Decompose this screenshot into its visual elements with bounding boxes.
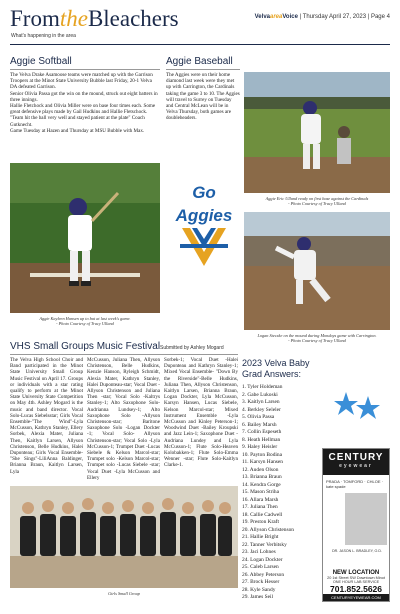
- softball-paragraph: Hallie Fletchock and Olivia Miller were on base four times each. Some great defensive plays made by Gail Hudkins and Hallie Fletschock. "Team hit the ball very well and stayed patient at the plate" Coach Gutknecht.: [10, 103, 156, 128]
- grads-heading: [242, 358, 310, 380]
- list-item: 14. Kendra Gorge: [242, 481, 281, 488]
- caption-credit: - Photo Courtesy of Tracy Ulland: [288, 201, 346, 207]
- ad-brand-list: PRADA · TOMFORD · CHLOE · kate spade: [326, 479, 383, 489]
- list-item: 1. Tyler Holdeman: [242, 384, 283, 390]
- list-item: 7. Collin Espeseth: [242, 429, 282, 435]
- ad-address: 20 1st Street SW Downtown Minot: [327, 576, 385, 580]
- section-tagline: What's happening in the area: [11, 33, 76, 39]
- baseball-heading-rule: [166, 69, 240, 70]
- logo-aggies-text: Aggies: [175, 206, 233, 225]
- softball-paragraph: The Velva Drake Asamoose teams were matched up with the Garrison Troopers at the Minot State University Bubble last Friday, 20-1 Velva DA defeated Garrison.: [10, 72, 153, 91]
- newspaper-section-title: FromtheBleachers: [10, 6, 179, 31]
- list-item: 28. Kyle Sandy: [242, 586, 276, 593]
- pitcher-photo: [244, 212, 390, 330]
- list-item: 10. Payton Bodina: [242, 451, 282, 458]
- ad-footer: [323, 570, 389, 601]
- ad-website-link[interactable]: CENTURYEYEWEAR.COM: [323, 594, 389, 601]
- softball-batter-photo: [10, 163, 160, 313]
- girls-group-photo-caption: Girls Small Group: [108, 591, 140, 596]
- ad-brand-banner: [323, 449, 389, 475]
- masthead-rule: [10, 44, 390, 45]
- baseball-heading: Aggie Baseball: [166, 56, 233, 67]
- music-festival-byline: Submitted by Ashley Mogard: [160, 345, 224, 351]
- ad-phone[interactable]: 701.852.5626: [330, 584, 382, 594]
- ad-lab-service: ONE HOUR LAB SERVICE: [332, 580, 380, 584]
- music-column-2: McCusson, Juliana Then, Allyson Christenson, Belle Hudkins, Kenzie Hanson, Ryleigh Schmidt, Alexia Mater, Kathryn Stanley, Halei Duponteau-star; Vocal Duet -Allyson Christenson and Juliana Then -star; Vocal Solo -Kaltrys Stanley-1; Alto Saxophone Solo-Audrianna Lundsey-1; Alto Saxophone Solo -Allyson Christenson-star; Baritone Saxophone Solo -Logan Dockter -1; Vocal Solo- Allyson Christenson-star; Vocal Solo -Lyla McCusson-1; Trumpet Duet -Lucas Siebele & Kelson Marcol-star; Trumpet solo -Kelson Marcol-star; Trumpet solo -Lucas Siebele -star; Vocal Duet -Lyla McCusson and Ellery: [87, 357, 160, 481]
- ad-brand-sub: eyewear: [339, 463, 373, 469]
- caption-line: Aggie Kayleen Hansen up to bat at last week's game.: [39, 316, 131, 321]
- list-item: 26. Abbey Peterson: [242, 571, 285, 578]
- list-item: 20. Allyson Christenson: [242, 526, 294, 533]
- century-eyewear-ad[interactable]: [322, 448, 390, 602]
- list-item: 4. Berkley Seleler: [242, 406, 281, 413]
- softball-paragraph: Senior Olivia Passa got the win on the mound, struck out eight batters in three innings.: [10, 90, 158, 103]
- list-item: 11. Karsyn Hansen: [242, 459, 283, 465]
- list-item: 25. Caleb Larsen: [242, 564, 279, 570]
- list-item: 27. Brock Hesser: [242, 579, 280, 585]
- softball-article: [10, 72, 160, 134]
- list-item: 23. Jaci Lohnes: [242, 549, 276, 555]
- list-item: 13. Brianna Braun: [242, 474, 282, 480]
- baseball-article: The Aggies were on their home diamond last week were they met up with Carrington, the Cardinals taking the game 3 to 10. The Aggies will travel to Surrey on Tuesday and Central McLean will be in Velva Thursday, both games are doubleheaders.: [166, 72, 240, 122]
- go-aggies-logo: [168, 176, 240, 276]
- list-item: 18. Callie Cadwell: [242, 511, 283, 518]
- grad-answers-list: [242, 384, 322, 602]
- list-item: 16. Allara Marsh: [242, 496, 279, 503]
- list-item: 5. Olivia Passa: [242, 414, 275, 420]
- music-column-3: Sorbek-1; Vocal Duet -Halei Duponteau and Kathryn Stanley-1; Mixed Vocal Ensemble- "Down By the Riverside"-Belle Hudkins, Juliana Then, Allyson Christenson, Kaitlyn Larsen, Brianna Braun, Logan Dockter, Lyla McCusson, Karsyn Hansen, Lucas Siebele, Kelson Marcol-star; Mixed Instrument Ensemble -Lyla McCusson and Kinley Peterson-1; Woodwind Duet -Bailey Kroupski and Jazz Lein-1; Saxophone Duet -Audriana Lundey and Lyla McCusson-1; Flute Solo-Heaven Kolobakken-1; Flute Solo-Emma Wenner -star; Flute Solo-Kaitlyn Clarke-1.: [164, 357, 238, 469]
- masthead: [10, 6, 390, 44]
- softball-photo-caption: [10, 316, 160, 326]
- pitcher-photo-caption: [244, 333, 390, 343]
- first-base-photo: [244, 72, 390, 193]
- softball-heading-rule: [10, 69, 160, 70]
- list-item: 19. Preston Kraft: [242, 519, 279, 525]
- softball-heading: Aggie Softball: [10, 56, 72, 67]
- list-item: 2. Gabe Lukoski: [242, 391, 278, 398]
- list-item: 29. James Seil: [242, 594, 273, 600]
- issue-info: VelvaareaVoice | Thursday April 27, 2023 | Page 4: [254, 14, 390, 20]
- list-item: 9. Haley Heisler: [242, 444, 278, 450]
- softball-paragraph: Game Tuesday at Hazen and Thursday at MSU Bubble with Max.: [10, 127, 145, 134]
- caption-credit: - Photo Courtesy of Tracy Ulland: [56, 321, 114, 327]
- baseball-photo-caption: [244, 196, 390, 206]
- list-item: 3. Kaitlyn Larsen: [242, 399, 280, 405]
- caption-credit: - Photo Courtesy of Tracy Ulland: [288, 338, 346, 344]
- list-item: 22. Tanner Verbitsky: [242, 541, 287, 548]
- girls-small-group-photo: [10, 486, 238, 588]
- list-item: 6. Bailey Marsh: [242, 421, 277, 428]
- ad-doctor: DR. JASON L. BRADLEY, O.D.: [332, 549, 382, 553]
- grads-heading-line-2: Grad Answers:: [242, 369, 302, 379]
- list-item: 21. Hallie Bright: [242, 534, 279, 540]
- list-item: 17. Juliana Then: [242, 504, 278, 510]
- grads-heading-line-1: 2023 Velva Baby: [242, 358, 310, 368]
- list-item: 15. Mason Striha: [242, 489, 279, 495]
- ad-model-photo: [345, 493, 387, 545]
- music-heading-rule: [10, 354, 238, 355]
- ad-brand-name: CENTURY: [328, 452, 384, 463]
- caption-line: Aggie Eric Ulland ready on first base against the Cardinals: [265, 196, 369, 201]
- stars-icon: [334, 388, 384, 424]
- caption-line: Logan Stecxke on the mound during Mondays game with Carrington.: [257, 333, 377, 338]
- music-festival-heading: VHS Small Groups Music Festival: [10, 341, 161, 352]
- ad-new-location: NEW LOCATION: [332, 570, 380, 576]
- music-column-1: The Velva High School Choir and Band participated in the Minot State University Small Group Music Festival on April 17. Groups or individuals with a star rating qualify to perform at the Minot State University State Competition on May 4th. Ashley Mogard is the music and band director. Vocal Solo-Lucas Siebelsstar; Girls Vocal Ensemble-"The Wind"-Lyla McCusson, Kathryn Stanley, Ellery Sorbek, Alexia Mater, Juliana Then, Kaitlyn Larsen, Allyson Christenson, Belle Hudkins, Halei Duponteau; Girls Vocal Ensemble-"She Sings"-LiliAnna Baldinger, Brianna Braun, Kaitlyn Larsen, Lyla: [10, 357, 83, 475]
- list-item: 8. Heath Hellman: [242, 436, 281, 443]
- list-item: 24. Logan Dockter: [242, 556, 283, 563]
- list-item: 12. Auden Olson: [242, 466, 279, 473]
- logo-go-text: Go: [192, 183, 216, 202]
